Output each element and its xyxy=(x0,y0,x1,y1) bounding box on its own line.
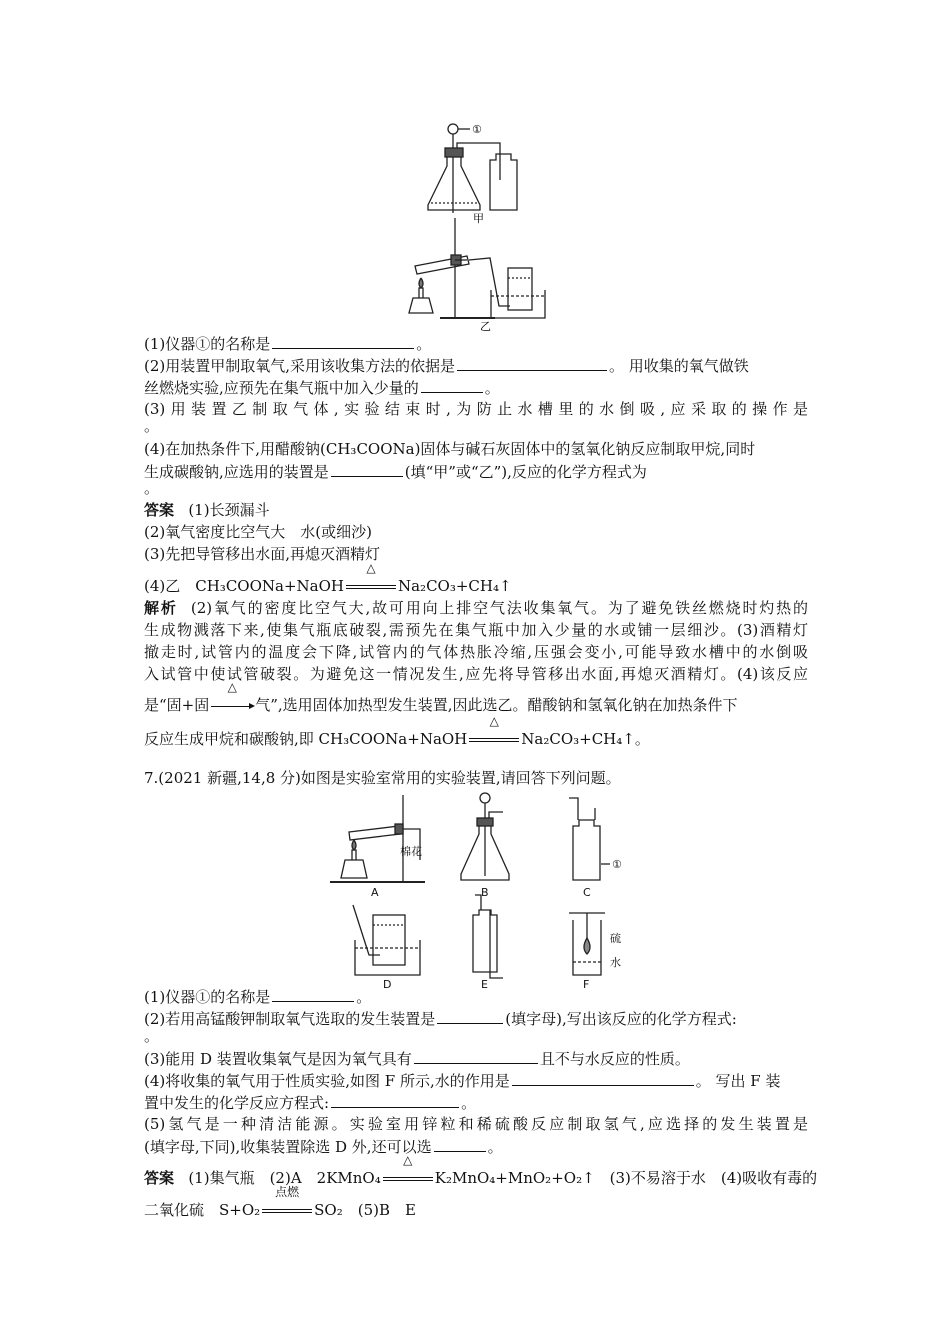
q7-q4-end: 。 xyxy=(461,1094,477,1112)
q6-explanation-5a: 是“固+固 xyxy=(144,696,210,714)
q6-line-2 xyxy=(144,355,808,376)
q7-line-6 xyxy=(144,1092,808,1113)
q6-answer-line-3 xyxy=(144,544,808,564)
ignite-condition: 点燃 xyxy=(275,1185,300,1199)
fig-label-liu: 硫 xyxy=(610,932,621,945)
q7-q4-text-b: 。 写出 F 装 xyxy=(695,1072,781,1090)
q7-q2-text: (2)若用高锰酸钾制取氧气选取的发生装置是 xyxy=(144,1010,436,1028)
q6-q4-blank[interactable] xyxy=(331,461,403,477)
fig-label-mianhua: 棉花 xyxy=(400,845,422,858)
q6-explanation-5b: 气”,选用固体加热型发生装置,因此选乙。醋酸钠和氢氧化钠在加热条件下 xyxy=(255,696,738,714)
q7-q3-text: (3)能用 D 装置收集氧气是因为氧气具有 xyxy=(144,1050,412,1068)
q7-q2-end: 。 xyxy=(144,1027,160,1045)
q7-answer-2b: SO₂ (5)B E xyxy=(314,1201,416,1219)
equation-condition xyxy=(381,1153,435,1188)
q6-line-5 xyxy=(144,416,808,436)
q6-answer-3: (3)先把导管移出水面,再熄灭酒精灯 xyxy=(144,545,381,563)
equation-condition xyxy=(260,1185,314,1220)
q6-line-6 xyxy=(144,439,808,459)
fig-label-d: D xyxy=(383,978,392,990)
equation-condition xyxy=(467,714,521,749)
fig-label-shui: 水 xyxy=(610,956,621,969)
heat-symbol: △ xyxy=(366,561,376,575)
q7-line-8 xyxy=(144,1136,808,1157)
q7-q5-text: (5)氢气是一种清洁能源。实验室用锌粒和稀硫酸反应制取氢气,应选择的发生装置是 xyxy=(144,1115,808,1133)
q6-explanation-line-6 xyxy=(144,714,808,749)
q7-answer-2a: 二氧化硫 S+O₂ xyxy=(144,1201,261,1219)
fig-label-jia: 甲 xyxy=(473,212,484,225)
q6-q1-blank[interactable] xyxy=(272,333,414,349)
q6-q2-text-b: 。 用收集的氧气做铁 xyxy=(609,357,749,375)
q7-q1-end: 。 xyxy=(356,988,372,1006)
q7-q4-text: (4)将收集的氧气用于性质实验,如图 F 所示,水的作用是 xyxy=(144,1072,510,1090)
q7-answer-1b: K₂MnO₄+MnO₂+O₂↑ (3)不易溶于水 (4)吸收有毒的 xyxy=(434,1169,818,1187)
q6-q2-end: 。 xyxy=(484,379,500,397)
q6-explanation-2: 生成物溅落下来,使集气瓶底破裂,需预先在集气瓶中加入少量的水或铺一层细沙。(3)酒精灯 xyxy=(144,621,808,639)
q6-answer-4-products: Na₂CO₃+CH₄↑ xyxy=(397,577,512,595)
q6-answer-line-4 xyxy=(144,561,808,596)
q7-line-5 xyxy=(144,1070,808,1091)
q7-q5-end: 。 xyxy=(487,1138,503,1156)
fig-label-b: B xyxy=(481,886,489,899)
q6-explanation-3: 撤走时,试管内的温度会下降,试管内的气体热胀冷缩,压强会变小,可能导致水槽中的水倒吸 xyxy=(144,643,808,661)
fig-label-yi: 乙 xyxy=(480,320,491,333)
q6-q2-blank-2[interactable] xyxy=(421,377,483,393)
q7-q2-text-b: (填字母),写出该反应的化学方程式: xyxy=(505,1010,737,1028)
q6-line-8 xyxy=(144,478,808,498)
q6-line-1 xyxy=(144,333,808,354)
q6-explanation-label: 解析 xyxy=(144,599,178,617)
q7-q1-blank[interactable] xyxy=(272,986,354,1002)
q6-line-3 xyxy=(144,377,808,398)
q6-q4-text-b: 生成碳酸钠,应选用的装置是 xyxy=(144,463,329,481)
q7-answer-label: 答案 xyxy=(144,1169,175,1187)
q6-q2-text-c: 丝燃烧实验,应预先在集气瓶中加入少量的 xyxy=(144,379,419,397)
reaction-arrow xyxy=(209,680,255,715)
q7-q4-blank-2[interactable] xyxy=(331,1092,459,1108)
q6-q1-text: (1)仪器①的名称是 xyxy=(144,335,271,353)
q7-title-text: 7.(2021 新疆,14,8 分)如图是实验室常用的实验装置,请回答下列问题。 xyxy=(144,769,621,787)
q7-answer-line-1 xyxy=(144,1153,818,1188)
q7-q2-blank[interactable] xyxy=(437,1008,503,1024)
q6-explanation-6b: Na₂CO₃+CH₄↑。 xyxy=(521,730,650,748)
heat-symbol: △ xyxy=(489,714,499,728)
q6-q1-end: 。 xyxy=(416,335,432,353)
q7-answer-line-2 xyxy=(144,1185,808,1220)
apparatus-figure-jia-yi xyxy=(395,118,555,333)
q7-q1-text: (1)仪器①的名称是 xyxy=(144,988,271,1006)
fig-label-a: A xyxy=(371,886,379,899)
q7-q5-blank[interactable] xyxy=(434,1136,486,1152)
q6-q2-blank-1[interactable] xyxy=(457,355,607,371)
fig-label-e: E xyxy=(481,978,488,990)
q7-q4-blank-1[interactable] xyxy=(512,1070,694,1086)
fig-label-c: C xyxy=(583,886,591,899)
q6-answer-label: 答案 xyxy=(144,501,175,519)
q6-explanation-line-3 xyxy=(144,642,808,662)
q6-q3-text: (3)用装置乙制取气体,实验结束时,为防止水槽里的水倒吸,应采取的操作是 xyxy=(144,400,808,418)
fig-label-f: F xyxy=(583,978,590,990)
q7-title xyxy=(144,768,808,788)
fig-label-circle-1: ① xyxy=(612,858,622,871)
q6-answer-2: (2)氧气密度比空气大 水(或细沙) xyxy=(144,523,372,541)
q6-answer-1: (1)长颈漏斗 xyxy=(188,501,270,519)
q6-q4-text-c: (填“甲”或“乙”),反应的化学方程式为 xyxy=(404,463,647,481)
heat-symbol: △ xyxy=(227,680,237,694)
q7-q4-text-c: 置中发生的化学反应方程式: xyxy=(144,1094,330,1112)
q6-answer-line-2 xyxy=(144,522,808,542)
q6-explanation-line-2 xyxy=(144,620,808,640)
heat-symbol: △ xyxy=(403,1153,413,1167)
q6-explanation-line-1 xyxy=(144,598,808,618)
q7-q3-blank[interactable] xyxy=(414,1048,538,1064)
q7-q5-text-b: (填字母,下同),收集装置除选 D 外,还可以选 xyxy=(144,1138,432,1156)
fig-label-circle-1: ① xyxy=(472,123,482,136)
q7-q3-text-b: 且不与水反应的性质。 xyxy=(539,1050,690,1068)
q6-explanation-line-5 xyxy=(144,680,808,715)
q6-q2-text: (2)用装置甲制取氧气,采用该收集方法的依据是 xyxy=(144,357,456,375)
q7-line-3 xyxy=(144,1026,808,1046)
q7-line-1 xyxy=(144,986,808,1007)
equation-condition xyxy=(344,561,398,596)
q7-answer-1a: (1)集气瓶 (2)A 2KMnO₄ xyxy=(188,1169,381,1187)
apparatus-figure-a-to-f xyxy=(325,790,645,990)
q6-explanation-4: 入试管中使试管破裂。为避免这一情况发生,应先将导管移出水面,再熄灭酒精灯。(4)该反应 xyxy=(144,665,808,683)
q6-answer-line-1 xyxy=(144,500,808,520)
q6-explanation-1: (2)氧气的密度比空气大,故可用向上排空气法收集氧气。为了避免铁丝燃烧时灼热的 xyxy=(190,599,808,617)
q7-line-7 xyxy=(144,1114,808,1134)
q6-answer-4-reactants: (4)乙 CH₃COONa+NaOH xyxy=(144,577,344,595)
q7-line-4 xyxy=(144,1048,808,1069)
q6-q4-text: (4)在加热条件下,用醋酸钠(CH₃COONa)固体与碱石灰固体中的氢氧化钠反应制取甲烷,同时 xyxy=(144,440,756,458)
q6-explanation-6a: 反应生成甲烷和碳酸钠,即 CH₃COONa+NaOH xyxy=(144,730,468,748)
q6-q4-end: 。 xyxy=(144,479,160,497)
q6-q3-end: 。 xyxy=(144,417,160,435)
